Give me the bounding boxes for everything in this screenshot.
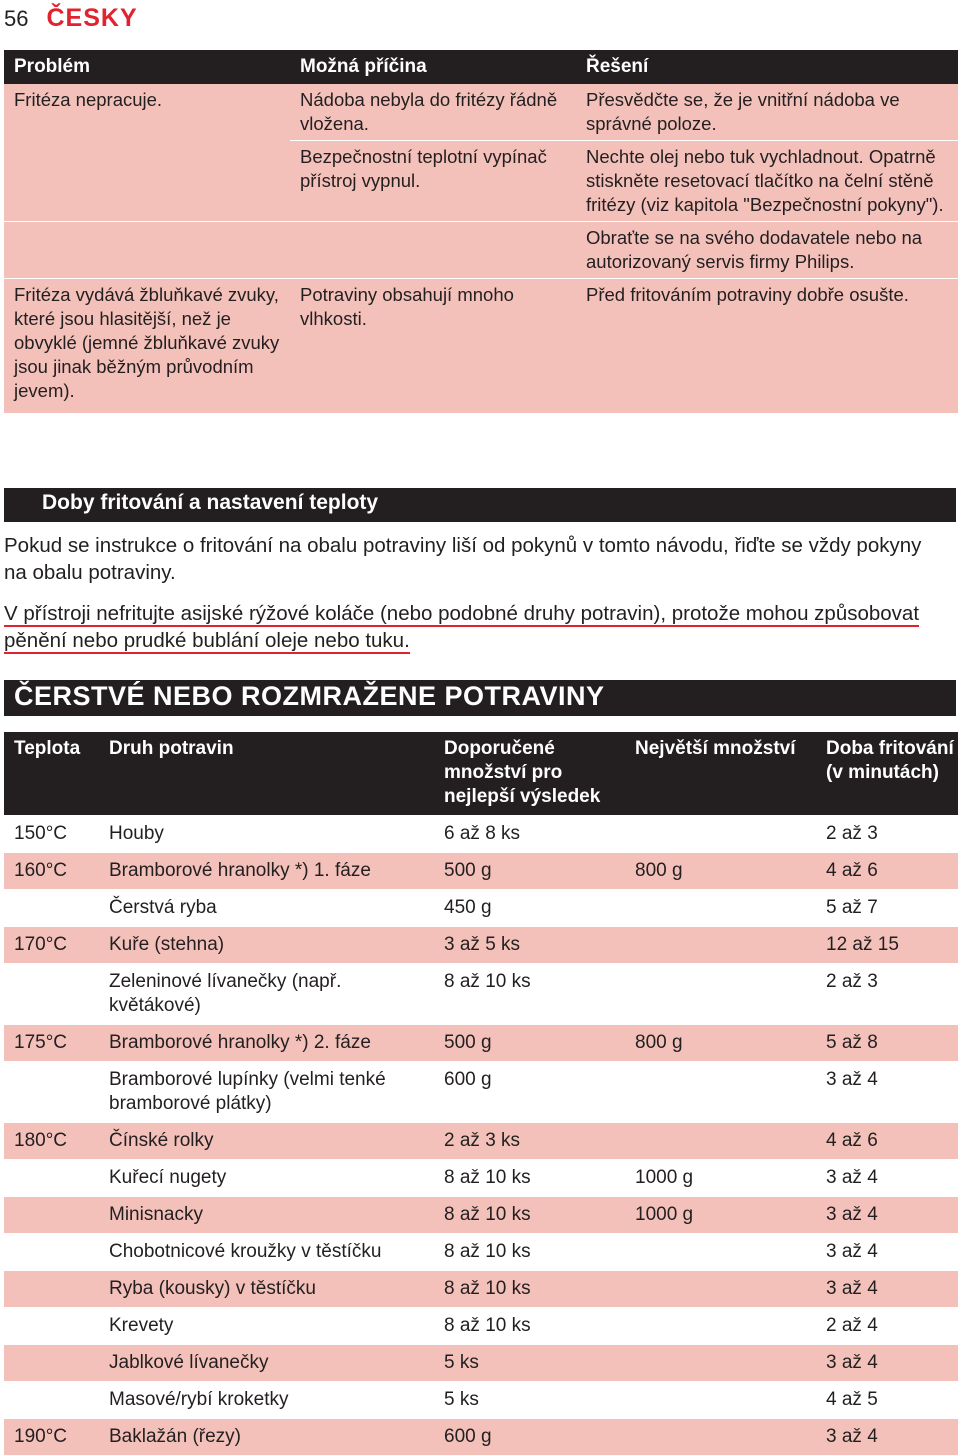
food-cell: Minisnacky (109, 1204, 203, 1225)
recommended-cell: 500 g (444, 860, 492, 881)
max-cell (625, 1277, 816, 1301)
time-cell: 12 až 15 (826, 934, 899, 955)
temp-cell (4, 896, 99, 920)
max-cell: 800 g (635, 860, 683, 881)
time-cell: 4 až 6 (826, 860, 878, 881)
cause-cell: Bezpečnostní teplotní vypínač přístroj vypnul. (290, 140, 576, 221)
frying-table (4, 732, 958, 1455)
max-cell (625, 933, 816, 957)
table-row (4, 1122, 958, 1159)
table-row (4, 1381, 958, 1418)
temp-cell (4, 1277, 99, 1301)
time-cell: 2 až 3 (826, 823, 878, 844)
category-title: ČERSTVÉ NEBO ROZMRAŽENE POTRAVINY (14, 681, 605, 711)
solution-cell: Přesvědčte se, že je vnitřní nádoba ve správné poloze. (586, 89, 900, 134)
category-title-bar (4, 680, 956, 716)
time-cell: 2 až 3 (826, 971, 878, 992)
col-max: Největší množství (635, 738, 796, 759)
col-temperature: Teplota (14, 738, 81, 759)
max-cell (625, 1425, 816, 1449)
max-cell (625, 1351, 816, 1375)
table-row (4, 1061, 958, 1122)
recommended-cell: 3 až 5 ks (444, 934, 521, 955)
max-cell (625, 1388, 816, 1412)
recommended-cell: 8 až 10 ks (444, 1167, 531, 1188)
food-cell: Kuřecí nugety (109, 1167, 227, 1188)
col-recommended: Doporučené množství pro nejlepší výsledek (444, 738, 601, 807)
recommended-cell: 5 ks (444, 1389, 479, 1410)
recommended-cell: 5 ks (444, 1352, 479, 1373)
solution-cell: Obraťte se na svého dodavatele nebo na autorizovaný servis firmy Philips. (586, 227, 923, 272)
solution-cell: Nechte olej nebo tuk vychladnout. Opatrně stiskněte resetovací tlačítko na čelní stěně fritézy (viz kapitola "Bezpečnostní pokyny"). (576, 140, 958, 221)
warning-text: V přístroji nefritujte asijské rýžové koláče (nebo podobné druhy potravin), protože mohou způsobovat pěnění nebo prudké bublání oleje nebo tuku. (4, 602, 920, 652)
max-cell (625, 822, 816, 846)
table-row (4, 1270, 958, 1307)
recommended-cell: 2 až 3 ks (444, 1130, 521, 1151)
warning-paragraph (4, 600, 934, 654)
temp-cell (4, 970, 99, 1018)
temp-cell (4, 1166, 99, 1190)
recommended-cell: 600 g (444, 1426, 492, 1447)
frying-table-body (4, 815, 958, 1455)
table-row (4, 1196, 958, 1233)
table-row (4, 278, 958, 407)
frying-table-header (4, 732, 958, 815)
time-cell: 2 až 4 (826, 1315, 878, 1336)
max-cell: 1000 g (635, 1204, 694, 1225)
time-cell: 3 až 4 (826, 1278, 878, 1299)
food-cell: Masové/rybí kroketky (109, 1389, 289, 1410)
page-header (4, 4, 138, 36)
time-cell: 3 až 4 (826, 1204, 878, 1225)
time-cell: 5 až 7 (826, 897, 878, 918)
food-cell: Houby (109, 823, 164, 844)
temp-cell: 190°C (14, 1426, 68, 1447)
troubleshooting-body (4, 84, 958, 413)
table-row (4, 1159, 958, 1196)
recommended-cell: 8 až 10 ks (444, 1241, 531, 1262)
time-cell: 3 až 4 (826, 1352, 878, 1373)
time-cell: 3 až 4 (826, 1426, 878, 1447)
intro-paragraph: Pokud se instrukce o fritování na obalu potraviny liší od pokynů v tomto návodu, řiďte se vždy pokyny na obalu potraviny. (4, 534, 922, 584)
max-cell (625, 896, 816, 920)
food-cell: Ryba (kousky) v těstíčku (109, 1278, 316, 1299)
time-cell: 4 až 5 (826, 1389, 878, 1410)
temp-cell (4, 1240, 99, 1264)
table-row (4, 1418, 958, 1455)
table-row (4, 1307, 958, 1344)
col-solution: Řešení (586, 56, 649, 77)
time-cell: 5 až 8 (826, 1032, 878, 1053)
food-cell: Čínské rolky (109, 1130, 214, 1151)
time-cell: 4 až 6 (826, 1130, 878, 1151)
problem-cell: Fritéza vydává žbluňkavé zvuky, které jsou hlasitější, než je obvyklé (jemné žbluňkavé zvuky jsou jinak běžným průvodním jevem). (14, 284, 280, 401)
cause-cell: Nádoba nebyla do fritézy řádně vložena. (300, 89, 558, 134)
table-row (4, 889, 958, 926)
max-cell: 1000 g (635, 1167, 694, 1188)
problem-cell: Fritéza nepracuje. (14, 89, 163, 110)
table-row (4, 140, 958, 221)
table-row (4, 1024, 958, 1061)
table-row (4, 1233, 958, 1270)
food-cell: Kuře (stehna) (109, 934, 225, 955)
table-row (4, 963, 958, 1024)
temp-cell (4, 1351, 99, 1375)
max-cell (625, 970, 816, 1018)
cause-cell: Potraviny obsahují mnoho vlhkosti. (300, 284, 514, 329)
troubleshooting-table (4, 50, 958, 413)
col-cause: Možná příčina (300, 56, 427, 77)
food-cell: Chobotnicové kroužky v těstíčku (109, 1241, 382, 1262)
page-number: 56 (4, 6, 29, 31)
food-cell: Bramborové hranolky *) 2. fáze (109, 1032, 371, 1053)
food-cell: Krevety (109, 1315, 174, 1336)
time-cell: 3 až 4 (826, 1241, 878, 1262)
recommended-cell: 6 až 8 ks (444, 823, 521, 844)
temp-cell: 160°C (14, 860, 68, 881)
temp-cell: 170°C (14, 934, 68, 955)
time-cell: 3 až 4 (826, 1167, 878, 1188)
recommended-cell: 500 g (444, 1032, 492, 1053)
section-title: Doby fritování a nastavení teploty (42, 491, 379, 514)
col-problem: Problém (14, 56, 91, 77)
temp-cell: 180°C (14, 1130, 68, 1151)
table-row (4, 1344, 958, 1381)
max-cell (625, 1068, 816, 1116)
troubleshooting-header (4, 50, 958, 84)
table-row (4, 852, 958, 889)
table-row (4, 221, 958, 278)
max-cell (625, 1240, 816, 1264)
solution-cell: Před fritováním potraviny dobře osušte. (586, 284, 909, 305)
time-cell: 3 až 4 (826, 1069, 878, 1090)
language-title: ČESKY (46, 4, 138, 32)
food-cell: Bramborové lupínky (velmi tenké bramborové plátky) (109, 1069, 386, 1114)
recommended-cell: 8 až 10 ks (444, 971, 531, 992)
problem-cell (4, 140, 290, 221)
temp-cell: 150°C (14, 823, 68, 844)
recommended-cell: 450 g (444, 897, 492, 918)
recommended-cell: 8 až 10 ks (444, 1278, 531, 1299)
food-cell: Zeleninové lívanečky (např. květákové) (109, 971, 342, 1016)
table-row (4, 84, 958, 140)
table-row (4, 815, 958, 852)
temp-cell (4, 1068, 99, 1116)
recommended-cell: 8 až 10 ks (444, 1315, 531, 1336)
max-cell: 800 g (635, 1032, 683, 1053)
temp-cell (4, 1203, 99, 1227)
temp-cell: 175°C (14, 1032, 68, 1053)
max-cell (625, 1314, 816, 1338)
cause-cell (290, 222, 576, 278)
food-cell: Bramborové hranolky *) 1. fáze (109, 860, 371, 881)
section-title-bar (4, 488, 956, 522)
recommended-cell: 8 až 10 ks (444, 1204, 531, 1225)
max-cell (625, 1129, 816, 1153)
food-cell: Čerstvá ryba (109, 897, 217, 918)
problem-cell (4, 222, 290, 278)
temp-cell (4, 1314, 99, 1338)
col-time: Doba fritování (v minutách) (826, 738, 954, 783)
food-cell: Jablkové lívanečky (109, 1352, 269, 1373)
temp-cell (4, 1388, 99, 1412)
recommended-cell: 600 g (444, 1069, 492, 1090)
food-cell: Baklažán (řezy) (109, 1426, 241, 1447)
table-row (4, 926, 958, 963)
col-food: Druh potravin (109, 738, 234, 759)
